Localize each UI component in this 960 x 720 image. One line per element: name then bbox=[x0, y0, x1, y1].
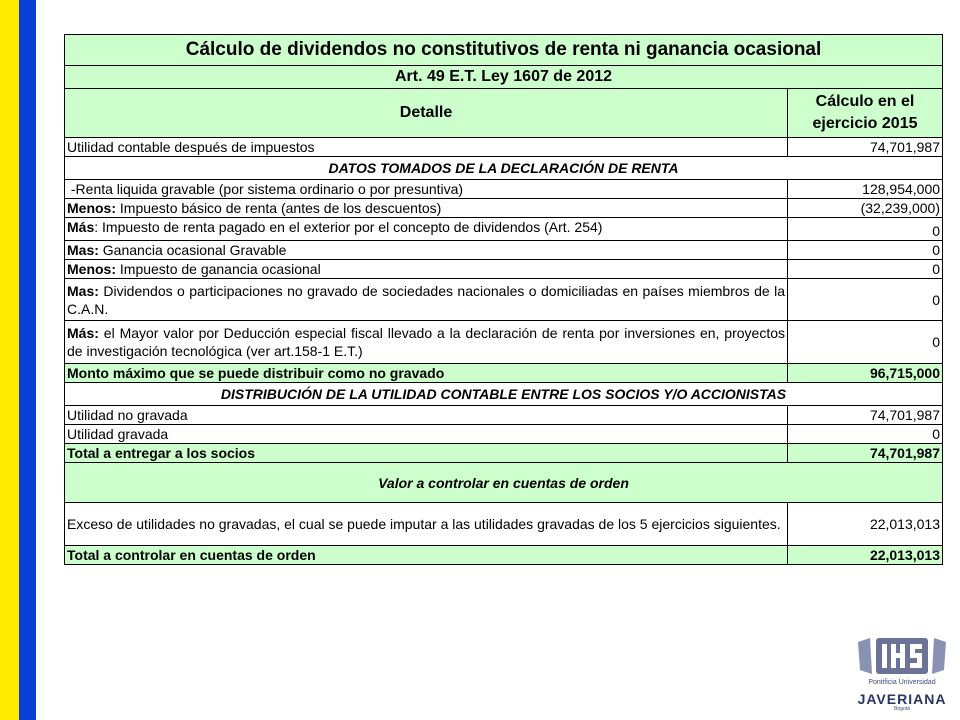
header-row bbox=[65, 89, 943, 138]
row-value: 0 bbox=[788, 279, 943, 321]
table-row bbox=[65, 138, 943, 157]
row-value: 22,013,013 bbox=[788, 546, 943, 565]
row-prefix: Mas: bbox=[67, 282, 99, 299]
row-label: Impuesto básico de renta (antes de los descuentos) bbox=[116, 200, 442, 216]
row-cell bbox=[65, 279, 788, 321]
row-value: 96,715,000 bbox=[788, 364, 943, 383]
row-label: Utilidad gravada bbox=[65, 425, 788, 444]
row-prefix: Menos: bbox=[67, 200, 116, 216]
row-value: (32,239,000) bbox=[788, 199, 943, 218]
row-prefix: Mas: bbox=[67, 242, 99, 258]
section-row bbox=[65, 157, 943, 180]
table-row bbox=[65, 199, 943, 218]
row-cell bbox=[65, 260, 788, 279]
table-row bbox=[65, 503, 943, 546]
row-label: Exceso de utilidades no gravadas, el cual se puede imputar a las utilidades gravadas de los 5 ejercicios siguientes. bbox=[65, 503, 788, 546]
section-row bbox=[65, 463, 943, 503]
table-row bbox=[65, 321, 943, 364]
row-label: Dividendos o participaciones no gravado de sociedades nacionales o domiciliadas en países miembros de la C.A.N. bbox=[67, 282, 785, 317]
section-distribucion: DISTRIBUCIÓN DE LA UTILIDAD CONTABLE ENTRE LOS SOCIOS Y/O ACCIONISTAS bbox=[65, 383, 943, 406]
row-label: Utilidad contable después de impuestos bbox=[65, 138, 788, 157]
row-label: Total a controlar en cuentas de orden bbox=[65, 546, 788, 565]
table-title: Cálculo de dividendos no constitutivos de renta ni ganancia ocasional bbox=[65, 35, 943, 66]
table-row bbox=[65, 241, 943, 260]
row-label: Impuesto de ganancia ocasional bbox=[116, 261, 321, 277]
row-label: Utilidad no gravada bbox=[65, 406, 788, 425]
header-calc: Cálculo en el ejercicio 2015 bbox=[788, 89, 943, 138]
table-row bbox=[65, 218, 943, 241]
row-label: : Impuesto de renta pagado en el exterior por el concepto de dividendos (Art. 254) bbox=[94, 219, 603, 235]
logo-line-2: JAVERIANA bbox=[857, 691, 947, 707]
table-row bbox=[65, 279, 943, 321]
table-row bbox=[65, 260, 943, 279]
university-logo bbox=[852, 636, 952, 712]
blue-stripe bbox=[19, 0, 36, 720]
section-control: Valor a controlar en cuentas de orden bbox=[65, 463, 943, 503]
row-value: 0 bbox=[788, 425, 943, 444]
logo-line-1: Pontificia Universidad bbox=[868, 679, 936, 686]
table-row bbox=[65, 406, 943, 425]
row-label: Total a entregar a los socios bbox=[65, 444, 788, 463]
highlight-row bbox=[65, 364, 943, 383]
section-datos: DATOS TOMADOS DE LA DECLARACIÓN DE RENTA bbox=[65, 157, 943, 180]
row-prefix: Más: bbox=[67, 325, 99, 341]
row-label: -Renta liquida gravable (por sistema ordinario o por presuntiva) bbox=[65, 180, 788, 199]
row-label: Monto máximo que se puede distribuir como no gravado bbox=[65, 364, 788, 383]
logo-line-3: Bogotá bbox=[894, 706, 910, 712]
highlight-row bbox=[65, 444, 943, 463]
row-value: 74,701,987 bbox=[788, 444, 943, 463]
row-cell bbox=[65, 218, 788, 241]
title-row bbox=[65, 35, 943, 66]
row-value: 0 bbox=[788, 218, 943, 241]
row-value: 74,701,987 bbox=[788, 138, 943, 157]
shield-icon bbox=[856, 636, 948, 676]
row-label: el Mayor valor por Deducción especial fiscal llevado a la declaración de renta por inversiones en, proyectos de investigación tecnológica (ver art.158-1 E.T.) bbox=[67, 325, 785, 359]
table-row bbox=[65, 425, 943, 444]
row-value: 0 bbox=[788, 241, 943, 260]
row-cell bbox=[65, 199, 788, 218]
row-value: 128,954,000 bbox=[788, 180, 943, 199]
row-value: 74,701,987 bbox=[788, 406, 943, 425]
row-prefix: Más bbox=[67, 219, 95, 235]
row-cell bbox=[65, 321, 788, 364]
row-prefix: Menos: bbox=[67, 261, 116, 277]
subtitle-row bbox=[65, 66, 943, 89]
row-cell bbox=[65, 241, 788, 260]
row-label: Ganancia ocasional Gravable bbox=[98, 242, 287, 258]
table-row bbox=[65, 180, 943, 199]
row-value: 22,013,013 bbox=[788, 503, 943, 546]
row-value: 0 bbox=[788, 321, 943, 364]
highlight-row bbox=[65, 546, 943, 565]
header-detail: Detalle bbox=[65, 89, 788, 138]
section-row bbox=[65, 383, 943, 406]
table-subtitle: Art. 49 E.T. Ley 1607 de 2012 bbox=[65, 66, 943, 89]
row-value: 0 bbox=[788, 260, 943, 279]
yellow-stripe bbox=[0, 0, 19, 720]
dividend-calculation-table bbox=[64, 34, 943, 565]
